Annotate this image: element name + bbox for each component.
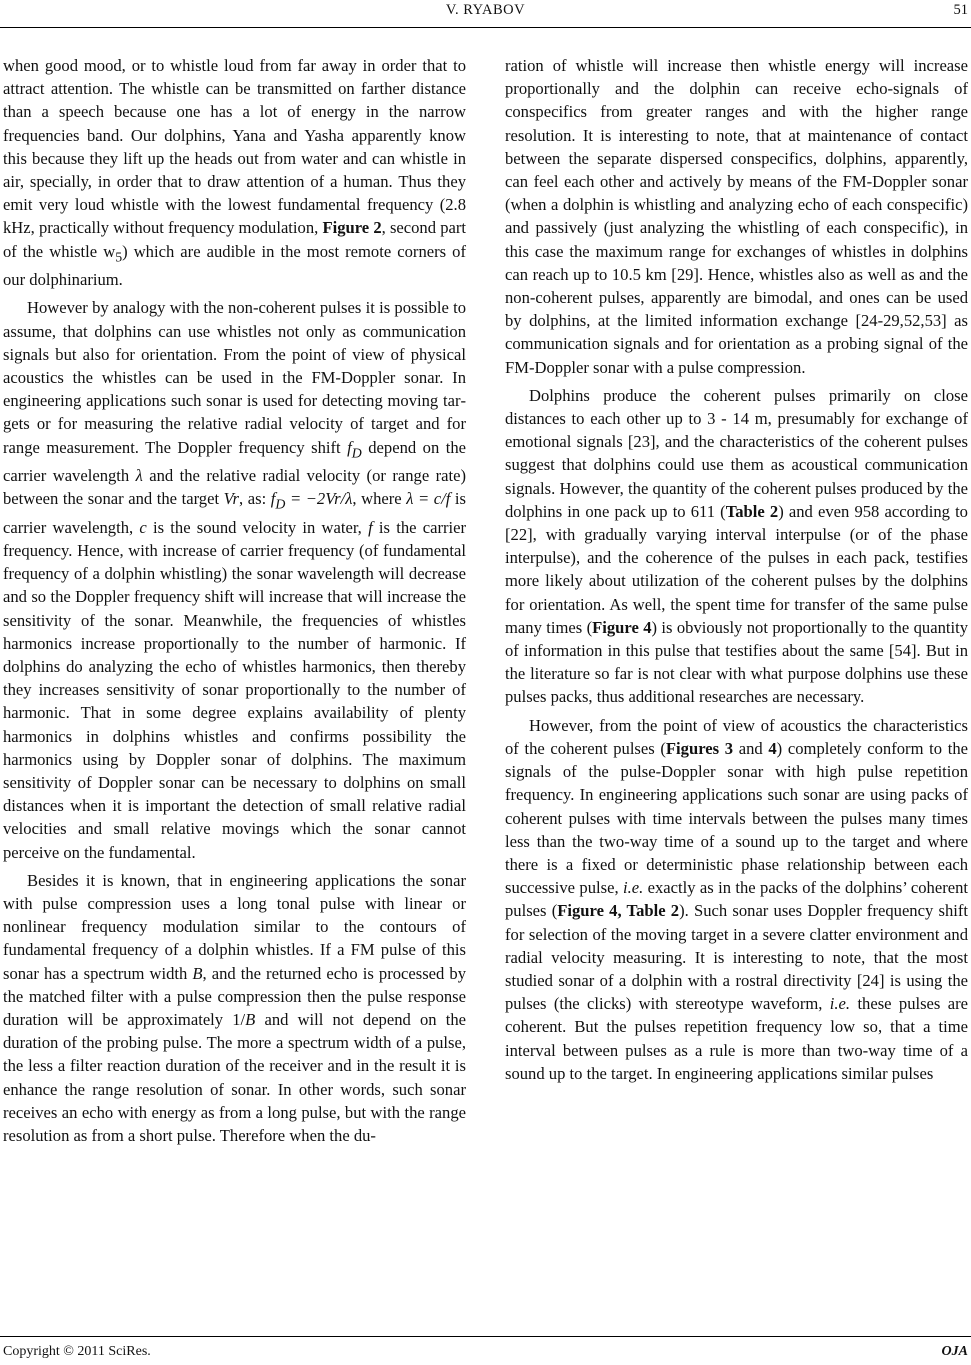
subscript: D (275, 496, 286, 512)
text-span: and the relative radial velocity (or range rate) between the sonar and the target (3, 466, 466, 509)
text-span: ). Such sonar uses Doppler frequency shift for selection of the moving target in a severe clatter environment and radial velocity measuring. It is interesting to note, that the most studied sonar of a dolphin with a rostral directivity [24] is using the pulses (the clicks) with stereotype waveform, (505, 901, 968, 1014)
right-paragraph-2 (505, 384, 968, 709)
figure-ref: Figure 4 (592, 617, 652, 637)
latin-abbrev: i.e. (829, 994, 851, 1014)
variable: c (139, 517, 147, 537)
variable: Vr (223, 489, 240, 509)
formula: = −2Vr/λ (285, 489, 353, 509)
copyright-notice: Copyright © 2011 SciRes. (3, 1344, 151, 1359)
figure-ref: 4 (768, 738, 777, 758)
footer-rule (0, 1336, 971, 1337)
text-span: ) is obviously not proportionally to the quantity of information in this pulse that testifies about the same [54]. But in the literature so far is not clear with what purpose dolphins use these pulses packs, thus additional researches are necessary. (505, 617, 968, 707)
header-rule (0, 27, 971, 28)
variable: B (192, 963, 203, 983)
subscript: 5 (115, 248, 123, 264)
table-ref: Table 2 (725, 501, 779, 521)
page-footer (0, 1336, 971, 1365)
text-span: is the sound velocity in water, (146, 517, 369, 537)
text-span: ration of whistle will increase then whistle energy will increase proportionally and the dolphin can receive echo-signals of conspecifics from greater ranges and with the higher range resolution. It is interesting to note, that at maintenance of contact between the separate dispersed conspecifics, dolphins, apparently, can feel each other and actively by means of the FM-Doppler sonar (when a dolphin is whistling and analyzing echo of each conspecific) and passively (just analyzing the whistling of each conspecific), in this case the maximum range for exchanges of whistles in dolphins can reach up to 10.5 km [29]. Hence, whistles also as well as and the non-coherent pulses, apparently are bimodal, and ones can be used by dolphins, at the limited information exchange [24-29,52,53] as communication signals and for orientation as a probing signal of the FM-Doppler sonar with a pulse compression. (505, 56, 968, 377)
text-span: and (733, 738, 769, 758)
table-ref: Table 2 (626, 901, 680, 921)
variable: B (245, 1010, 256, 1030)
figure-ref: Figure 2 (322, 218, 382, 238)
text-span: Besides it is known, that in engineering applications the sonar with pulse compression uses a long tonal pulse with linear or nonlinear frequency modulation similar to the contours of fundamental frequency of a dolphin whistles. If a FM pulse of this sonar has a spectrum width (3, 870, 466, 983)
left-paragraph-3 (3, 869, 466, 1147)
text-span: , (617, 901, 627, 921)
text-span: However, from the point of view of acoustics the characteristics of the coherent pulses ( (505, 715, 968, 758)
journal-abbrev: OJA (941, 1344, 968, 1359)
text-span: , and the returned echo is processed by the matched filter with a pulse compression then the pulse response duration will be approximately 1/ (3, 963, 466, 1030)
running-head: V. RYABOV (445, 2, 526, 18)
text-span: , as: (239, 489, 271, 509)
text-span: exactly as in the packs of the dolphins’ coherent pulses ( (505, 878, 968, 921)
formula: λ = c/f (406, 489, 451, 509)
variable: f (368, 517, 373, 537)
text-span: ) which are audible in the most remote corners of our dolphinarium. (3, 241, 466, 290)
formula: f (270, 489, 276, 509)
figure-ref: Figure 4 (557, 901, 618, 921)
latin-abbrev: i.e. (622, 878, 644, 898)
text-span: , second part of the whistle w (3, 218, 466, 261)
left-column (3, 54, 466, 1147)
subscript: D (351, 444, 362, 460)
text-span: when good mood, or to whistle loud from far away in order that to attract attention. The whistle can be transmitted on farther distance than a speech because one has a lot of energy in the narrow frequencies band. Our dolphins, Yana and Yasha apparently know this because they lift up the heads out from water and can whistle in air, specially, in order that to draw attention of a human. Thus they emit very loud whistle with the lowest fundamental frequency (2.8 kHz, practically without frequency modulation, (3, 56, 466, 238)
text-span: is carrier wavelength, (3, 489, 467, 537)
text-span: these pulses are coherent. But the pulses repetition frequency low so, that a time interval between pulses as a rule is more than two-way time of a sound up to the target. In engineering applications similar pulses (505, 994, 968, 1083)
text-span: Dolphins produce the coherent pulses primarily on close distances to each other up to 3 - 14 m, presumably for exchange of emotional signals [23], and the characteristics of the coherent pulses suggest that dolphins could use them as acoustical communication signals. However, the quantity of the coherent pulses produced by the dolphins in one pack up to 611 ( (505, 385, 968, 521)
page-header (0, 0, 971, 40)
text-span: depend on the carrier wavelength (3, 437, 467, 486)
text-span: is the carrier frequency. Hence, with increase of carrier frequency (of fundamental frequency of a dolphin whistling) the sonar wavelength will decrease and so the Doppler frequency shift will increase that will increase the sensitivity of the sonar. Meanwhile, the frequencies of whistles harmonics increase proportionally to the number of harmonic. If dolphins do analyzing the echo of whistles harmonics, then thereby they increases sensitivity of sonar proportionally to the number of harmonic. That in some degree explains availability of plenty harmonics in dolphins whistles and confirms possibility the harmonics using by Doppler sonar of dolphins. The maximum sensitivity of Doppler sonar can be necessary to dolphins on small distances when it is important the detection of small relative radial velocities and small relative movings which the sonar cannot perceive on the fundamental. (3, 517, 467, 862)
variable: λ (135, 466, 143, 486)
right-column (505, 54, 968, 1085)
right-paragraph-3 (505, 714, 968, 1085)
text-span: However by analogy with the non-coherent pulses it is possible to assume, that dolphins can use whistles not only as communication signals but also for orientation. From the point of view of physical acoustics the whistles can be used in the FM-Doppler sonar. In engineering applications such sonar is used for detecting moving targets or for measuring the relative radial velocity of target and for range measurement. The Doppler frequency shift (3, 298, 466, 457)
variable: f (347, 437, 352, 457)
text-span: , where (352, 489, 407, 509)
text-span: and will not depend on the duration of the probing pulse. The more a spectrum width of a pulse, the less a filter reaction duration of the receiver and in the result it is enhance the range resolution of sonar. In other words, such sonar receives an echo with energy as from a long pulse, but with the range resolution as from a short pulse. Therefore when the du- (3, 1010, 466, 1146)
figure-ref: Figures 3 (665, 738, 734, 758)
left-paragraph-2 (3, 296, 466, 864)
page-number: 51 (953, 2, 968, 18)
left-paragraph-1 (3, 54, 466, 291)
text-span: ) and even 958 according to [22], with gradually varying interval interpulse (or of the phase interpulse), and the coherence of the pulses in each pack, testifies more likely about utilization of the coherent pulses by the dolphins for orientation. As well, the spent time for transfer of the same pulse many times ( (505, 501, 968, 637)
text-span: ) completely conform to the signals of the pulse-Doppler sonar with high pulse repetition frequency. In engineering applications such sonar are using packs of coherent pulses with time intervals between the pulses many times less than the two-way time of a sound up to the target and where there is a fixed or deterministic phase relationship between each successive pulse, (505, 738, 969, 898)
right-paragraph-1 (505, 54, 968, 379)
